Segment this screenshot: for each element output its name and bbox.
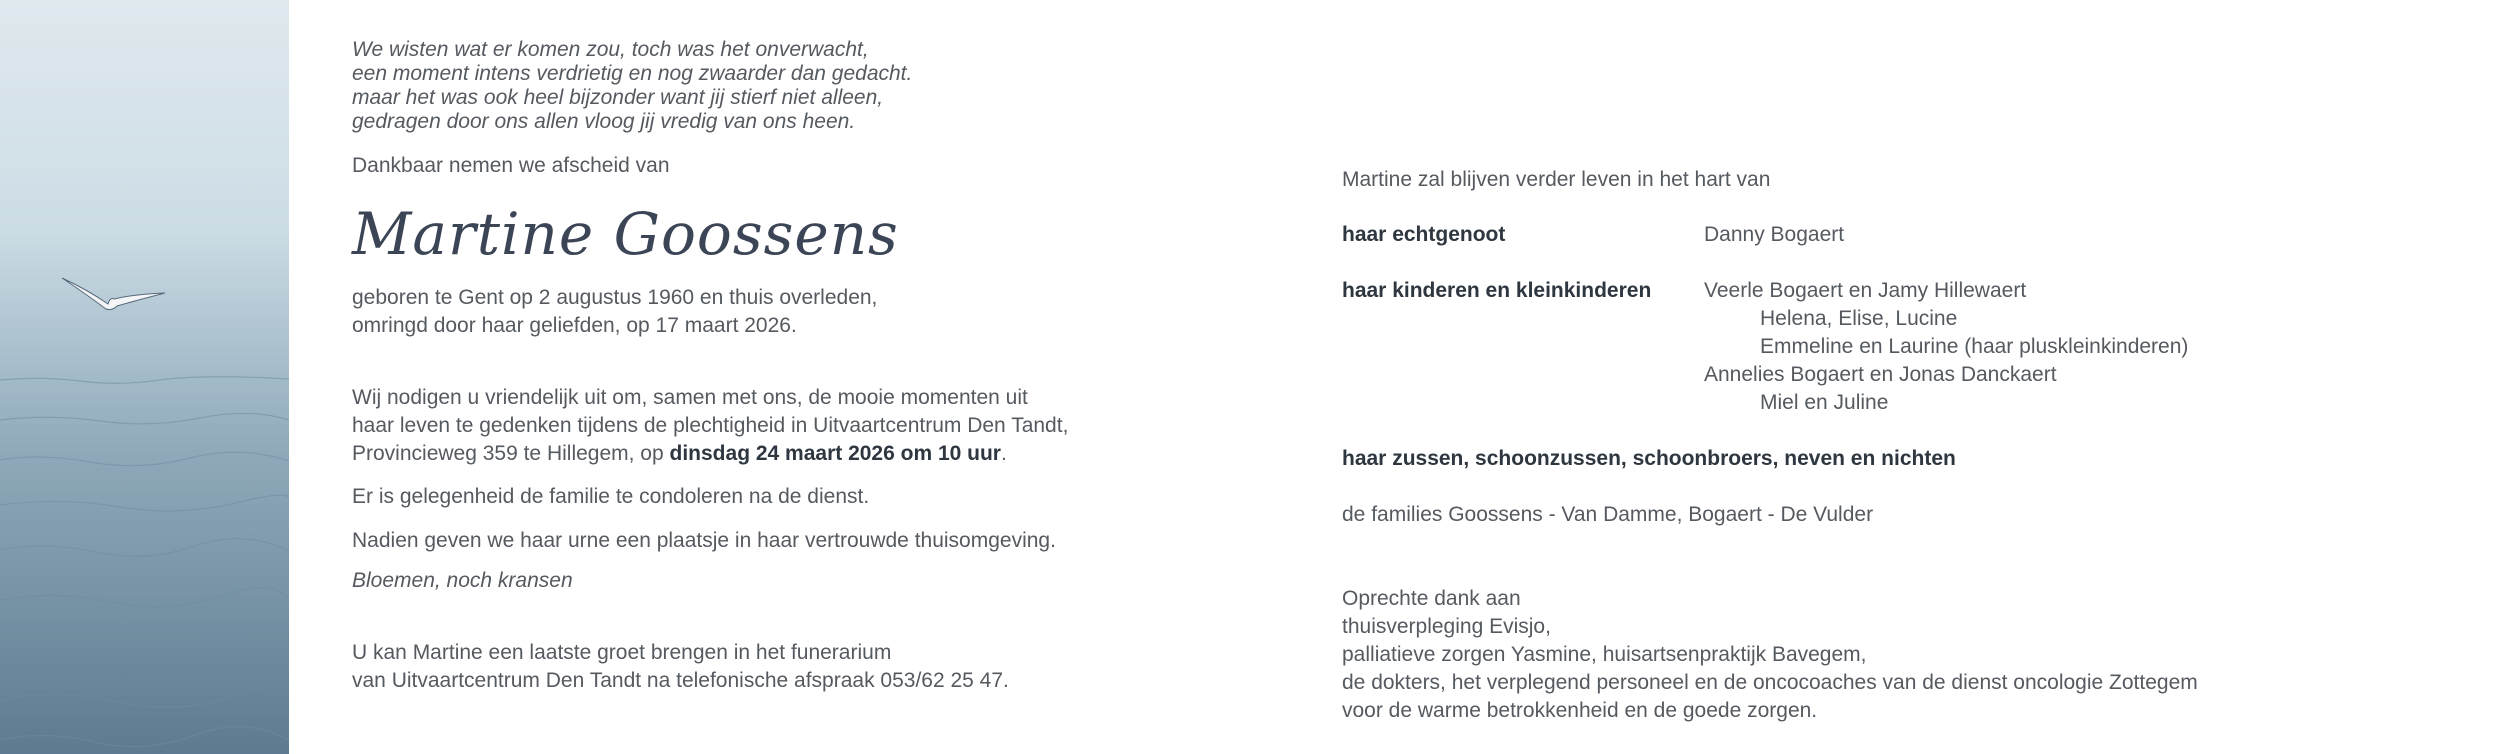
child-name: Miel en Juline [1760, 391, 1889, 414]
families-text: de families Goossens - Van Damme, Bogaert - De Vulder [1342, 503, 1874, 526]
poem: We wisten wat er komen zou, toch was het onverwacht, een moment intens verdrietig en nog zwaarder dan gedacht. maar het was ook heel bijzonder want jij stierf niet alleen, gedragen door ons allen vloog jij vredig van ons heen. [352, 38, 913, 133]
announcement-left-column [352, 38, 1212, 695]
sea-gull-image [0, 0, 289, 754]
children-label: haar kinderen en kleinkinderen [1342, 279, 1652, 302]
child-name: Emmeline en Laurine (haar pluskleinkinderen) [1760, 335, 2189, 358]
siblings-label: haar zussen, schoonzussen, schoonbroers, neven en nichten [1342, 447, 1956, 470]
urn-text: Nadien geven we haar urne een plaatsje in haar vertrouwde thuisomgeving. [352, 529, 1056, 552]
sea-photo [0, 0, 289, 754]
partner-name: Danny Bogaert [1704, 223, 1845, 246]
children-row [1342, 277, 2482, 417]
thanks-text: Oprechte dank aan thuisverpleging Evisjo, palliatieve zorgen Yasmine, huisartsenpraktijk Bavegem, de dokters, het verplegend personeel en de oncocoaches van de dienst oncologie Zottegem voor de warme betrokkenheid en de goede zorgen. [1342, 587, 2198, 722]
intro-text: Dankbaar nemen we afscheid van [352, 154, 670, 177]
flowers-text: Bloemen, noch kransen [352, 569, 573, 592]
children-list [1704, 277, 2188, 417]
birth-text: geboren te Gent op 2 augustus 1960 en thuis overleden, omringd door haar geliefden, op 17 maart 2026. [352, 286, 878, 337]
deceased-name: Martine Goossens [352, 200, 899, 268]
invitation-body: Wij nodigen u vriendelijk uit om, samen met ons, de mooie momenten uit haar leven te gedenken tijdens de plechtigheid in Uitvaartcentrum Den Tandt, Provincieweg 359 te Hillegem, op [352, 386, 1069, 465]
child-name: Veerle Bogaert en Jamy Hillewaert [1704, 279, 2027, 302]
family-intro: Martine zal blijven verder leven in het hart van [1342, 168, 1771, 191]
child-name: Helena, Elise, Lucine [1760, 307, 1958, 330]
partner-row [1342, 221, 2482, 249]
family-right-column [1342, 166, 2482, 725]
partner-label: haar echtgenoot [1342, 223, 1506, 246]
condolence-text: Er is gelegenheid de familie te condoleren na de dienst. [352, 485, 870, 508]
invitation-end: . [1000, 442, 1007, 465]
child-name: Annelies Bogaert en Jonas Danckaert [1704, 363, 2057, 386]
funerarium-text: U kan Martine een laatste groet brengen in het funerarium van Uitvaartcentrum Den Tandt na telefonische afspraak 053/62 25 47. [352, 641, 1009, 692]
ceremony-date: dinsdag 24 maart 2026 om 10 uur [669, 442, 1001, 465]
invitation-text [352, 384, 1212, 468]
